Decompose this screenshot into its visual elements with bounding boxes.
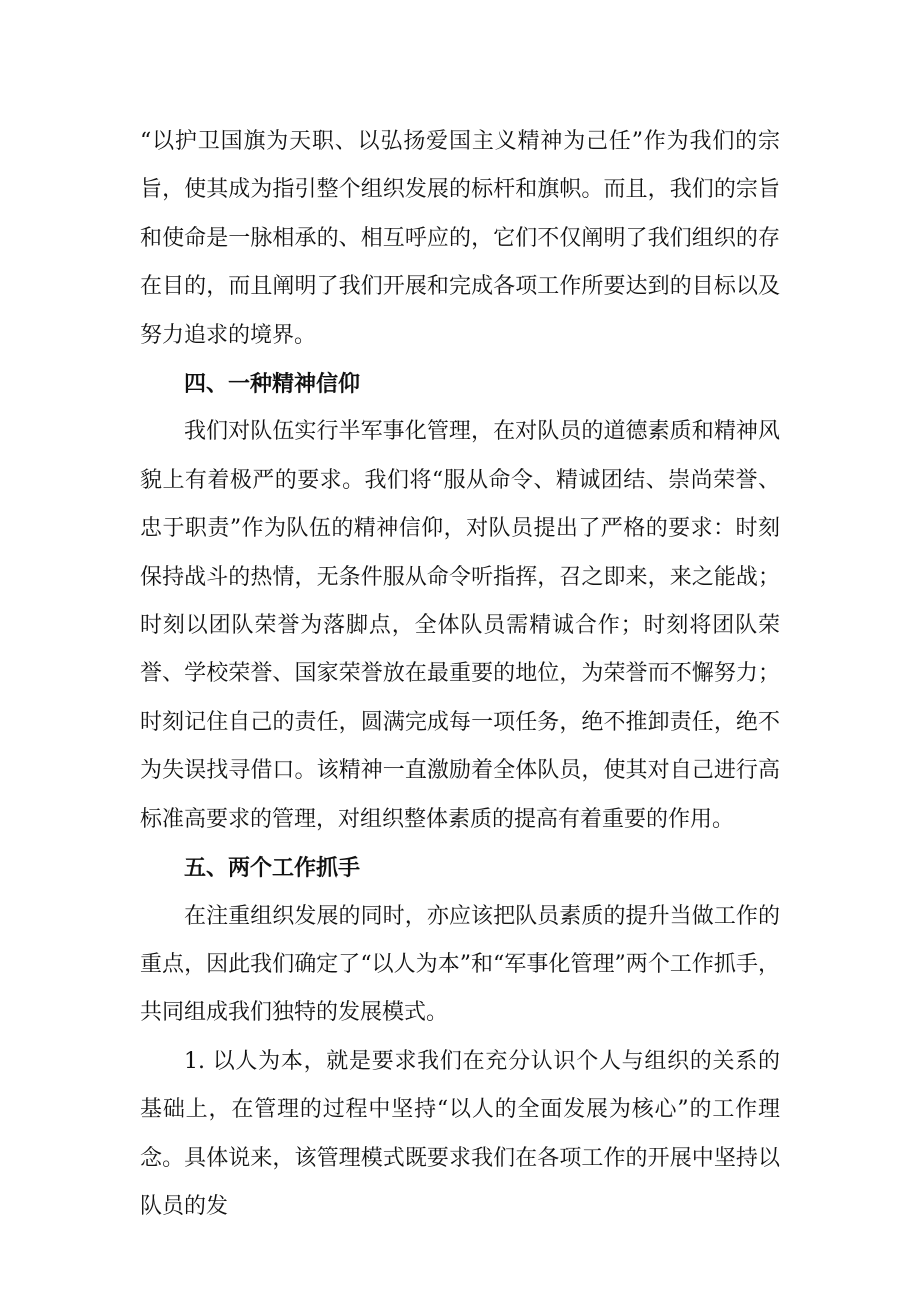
section-heading-5: 五、两个工作抓手 bbox=[184, 855, 361, 882]
section-4-paragraph: 我们对队伍实行半军事化管理，在对队员的道德素质和精神风貌上有着极严的要求。我们将“服从命令、精诚团结、崇尚荣誉、忠于职责”作为队伍的精神信仰，对队员提出了严格的要求：时刻保持战斗的热情，无条件服从命令听指挥，召之即来，来之能战；时刻以团队荣誉为落脚点，全体队员需精诚合作；时刻将团队荣誉、学校荣誉、国家荣誉放在最重要的地位，为荣誉而不懈努力；时刻记住自己的责任，圆满完成每一项任务，绝不推卸责任，绝不为失误找寻借口。该精神一直激励着全体队员，使其对自己进行高标准高要求的管理，对组织整体素质的提高有着重要的作用。 bbox=[140, 419, 780, 832]
section-5-item-1-paragraph: 1. 以人为本，就是要求我们在充分认识个人与组织的关系的基础上，在管理的过程中坚持“以人的全面发展为核心”的工作理念。具体说来，该管理模式既要求我们在各项工作的开展中坚持以队员的发 bbox=[140, 1048, 780, 1219]
intro-paragraph: “以护卫国旗为天职、以弘扬爱国主义精神为己任”作为我们的宗旨，使其成为指引整个组织发展的标杆和旗帜。而且，我们的宗旨和使命是一脉相承的、相互呼应的，它们不仅阐明了我们组织的存在目的，而且阐明了我们开展和完成各项工作所要达到的目标以及努力追求的境界。 bbox=[140, 129, 780, 348]
section-heading-4: 四、一种精神信仰 bbox=[184, 371, 361, 398]
document-body bbox=[140, 118, 780, 1231]
section-5-paragraph: 在注重组织发展的同时，亦应该把队员素质的提升当做工作的重点，因此我们确定了“以人为本”和“军事化管理”两个工作抓手，共同组成我们独特的发展模式。 bbox=[140, 903, 780, 1026]
